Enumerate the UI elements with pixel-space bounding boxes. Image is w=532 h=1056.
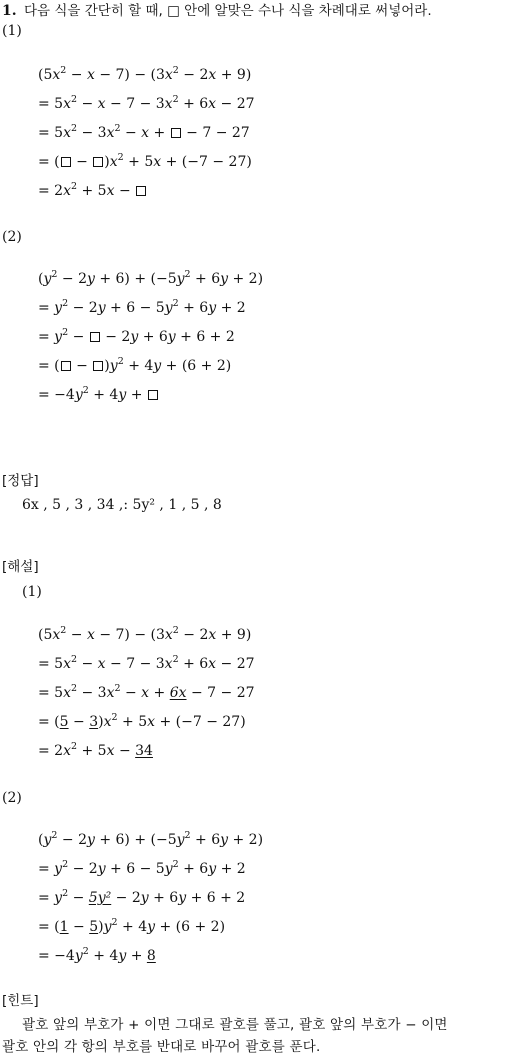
question-number: 1. [2,3,17,19]
explanation-part1-label: (1) [22,584,42,600]
s1-line3: = $5x^2 - 3x^2 - x + 6x - 7 - 27$ [38,683,255,701]
blank-answer: 5y² [88,890,112,906]
blank-box [93,361,103,371]
s1-line1: $(5x^2 - x - 7) - (3x^2 - 2x + 9)$ [38,625,252,643]
s1-line2: = $5x^2 - x - 7 - 3x^2 + 6x - 27$ [38,654,255,672]
s1-line5: = $2x^2 + 5x - 34$ [38,741,153,759]
s2-line5: = $-4y^2 + 4y + 8$ [38,946,156,964]
question-text: 다음 식을 간단히 할 때, □ 안에 알맞은 수나 식을 차례대로 써넣어라. [24,3,432,19]
s2-line4: = $(1 - 5)y^2 + 4y + (6 + 2)$ [38,917,226,935]
blank-box [61,361,71,371]
part2-label: (2) [2,229,22,245]
answer-text: 6x , 5 , 3 , 34 ,: 5y² , 1 , 5 , 8 [22,497,222,513]
blank-box [136,186,146,196]
hint-line2: 괄호 안의 각 항의 부호를 반대로 바꾸어 괄호를 푼다. [2,1039,321,1055]
blank-box [90,332,100,342]
hint-line1: 괄호 앞의 부호가 + 이면 그대로 괄호를 풀고, 괄호 앞의 부호가 − 이면 [22,1017,448,1033]
s2-line1: $(y^2 - 2y + 6) + (-5y^2 + 6y + 2)$ [38,830,264,848]
blank-box [61,157,71,167]
p2-line5: = $-4y^2 + 4y$ + [38,386,159,404]
p2-line4: = ( − )$y^2 + 4y + (6 + 2)$ [38,356,232,374]
blank-box [148,390,158,400]
blank-answer: 34 [135,743,153,759]
answer-label: [정답] [2,473,39,489]
blank-answer: 5 [59,714,69,730]
blank-answer: 8 [146,948,156,964]
p2-line1: $(y^2 - 2y + 6) + (-5y^2 + 6y + 2)$ [38,269,264,287]
p2-line3: = $y^2$ − − 2y + 6y + 6 + 2 [38,327,235,345]
p2-line2: = $y^2 - 2y + 6 - 5y^2 + 6y + 2$ [38,298,246,316]
p1-line2: = $5x^2 - x - 7 - 3x^2 + 6x - 27$ [38,94,255,112]
blank-answer: 5 [89,919,99,935]
blank-box [93,157,103,167]
explanation-label: [해설] [2,559,39,575]
blank-answer: 6x [169,685,187,701]
explanation-part2-label: (2) [2,790,22,806]
s2-line3: = $y^2 - 5y^2 - 2y + 6y + 6 + 2$ [38,888,246,906]
s2-line2: = $y^2 - 2y + 6 - 5y^2 + 6y + 2$ [38,859,246,877]
p1-line5: = $2x^2 + 5x$ − [38,182,147,200]
blank-box [171,128,181,138]
p1-line4: = ( − )$x^2 + 5x + (-7 - 27)$ [38,152,252,170]
hint-label: [힌트] [2,993,39,1009]
blank-answer: 3 [89,714,99,730]
s1-line4: = $(5 - 3)x^2 + 5x + (-7 - 27)$ [38,712,246,730]
p1-line3: = $5x^2 - 3x^2 - x$ + − 7 − 27 [38,123,250,141]
part1-label: (1) [2,23,22,39]
p1-line1: $(5x^2 - x - 7) - (3x^2 - 2x + 9)$ [38,65,252,83]
blank-answer: 1 [59,919,69,935]
